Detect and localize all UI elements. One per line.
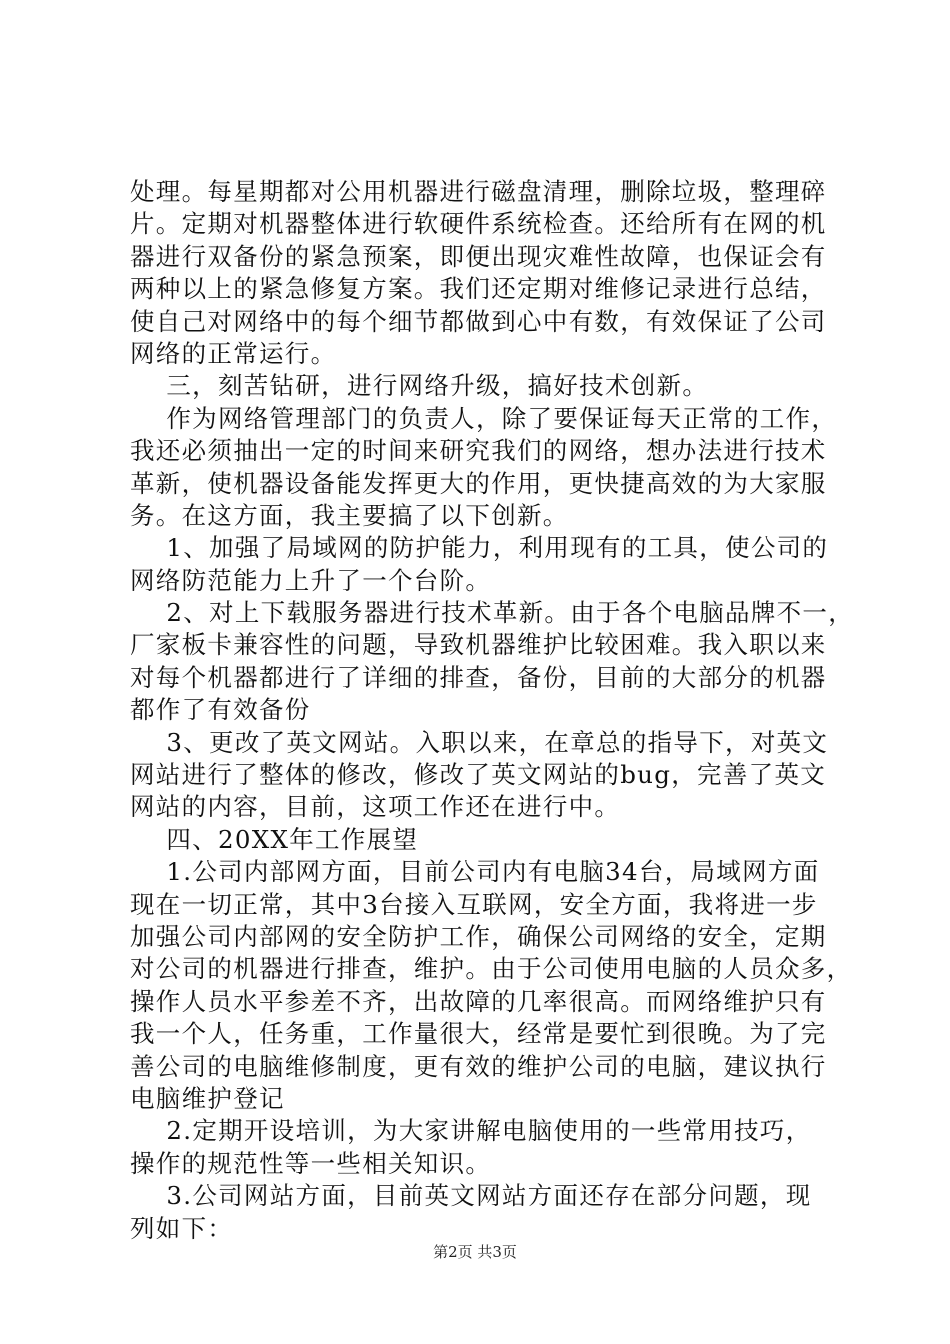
text-line: 电脑维护登记 [130,1083,285,1113]
text-line: 厂家板卡兼容性的问题，导致机器维护比较困难。我入职以来 [130,630,827,660]
text-line: 2.定期开设培训，为大家讲解电脑使用的一些常用技巧， [130,1116,812,1146]
text-line: 网站进行了整体的修改，修改了英文网站的bug，完善了英文 [130,760,827,790]
text-line: 网络防范能力上升了一个台阶。 [130,565,492,595]
text-line: 网络的正常运行。 [130,338,337,368]
text-line: 片。定期对机器整体进行软硬件系统检查。还给所有在网的机 [130,209,827,239]
text-line: 对每个机器都进行了详细的排查，备份，目前的大部分的机器 [130,662,827,692]
text-line: 革新，使机器设备能发挥更大的作用，更快捷高效的为大家服 [130,468,827,498]
document-body [130,176,855,1245]
text-line: 现在一切正常，其中3台接入互联网，安全方面，我将进一步 [130,889,818,919]
text-line: 3.公司网站方面，目前英文网站方面还存在部分问题，现 [130,1181,812,1211]
text-line: 作为网络管理部门的负责人，除了要保证每天正常的工作， [130,403,838,433]
text-line: 我还必须抽出一定的时间来研究我们的网络，想办法进行技术 [130,436,827,466]
page-footer: 第2页 共3页 [433,1243,517,1261]
text-line: 1.公司内部网方面，目前公司内有电脑34台，局域网方面 [130,857,820,887]
text-line: 操作的规范性等一些相关知识。 [130,1148,492,1178]
text-line: 列如下： [130,1213,234,1243]
text-line: 三，刻苦钻研，进行网络升级，搞好技术创新。 [130,371,709,401]
text-line: 2、对上下载服务器进行技术革新。由于各个电脑品牌不一， [130,598,855,628]
text-line: 使自己对网络中的每个细节都做到心中有数，有效保证了公司 [130,306,827,336]
text-line: 对公司的机器进行排查，维护。由于公司使用电脑的人员众多， [130,954,853,984]
text-line: 操作人员水平参差不齐，出故障的几率很高。而网络维护只有 [130,986,827,1016]
text-line: 网站的内容，目前，这项工作还在进行中。 [130,792,621,822]
text-line: 都作了有效备份 [130,695,311,725]
text-line: 务。在这方面，我主要搞了以下创新。 [130,500,569,530]
text-line: 四、20XX年工作展望 [130,824,419,854]
text-line: 我一个人，任务重，工作量很大，经常是要忙到很晚。为了完 [130,1019,827,1049]
text-line: 善公司的电脑维修制度，更有效的维护公司的电脑，建议执行 [130,1051,827,1081]
text-line: 3、更改了英文网站。入职以来，在章总的指导下，对英文 [130,727,829,757]
text-line: 加强公司内部网的安全防护工作，确保公司网络的安全，定期 [130,921,827,951]
text-line: 两种以上的紧急修复方案。我们还定期对维修记录进行总结， [130,274,827,304]
text-line: 处理。每星期都对公用机器进行磁盘清理，删除垃圾，整理碎 [130,177,827,206]
text-line: 器进行双备份的紧急预案，即便出现灾难性故障，也保证会有 [130,241,827,271]
text-line: 1、加强了局域网的防护能力，利用现有的工具，使公司的 [130,533,829,563]
